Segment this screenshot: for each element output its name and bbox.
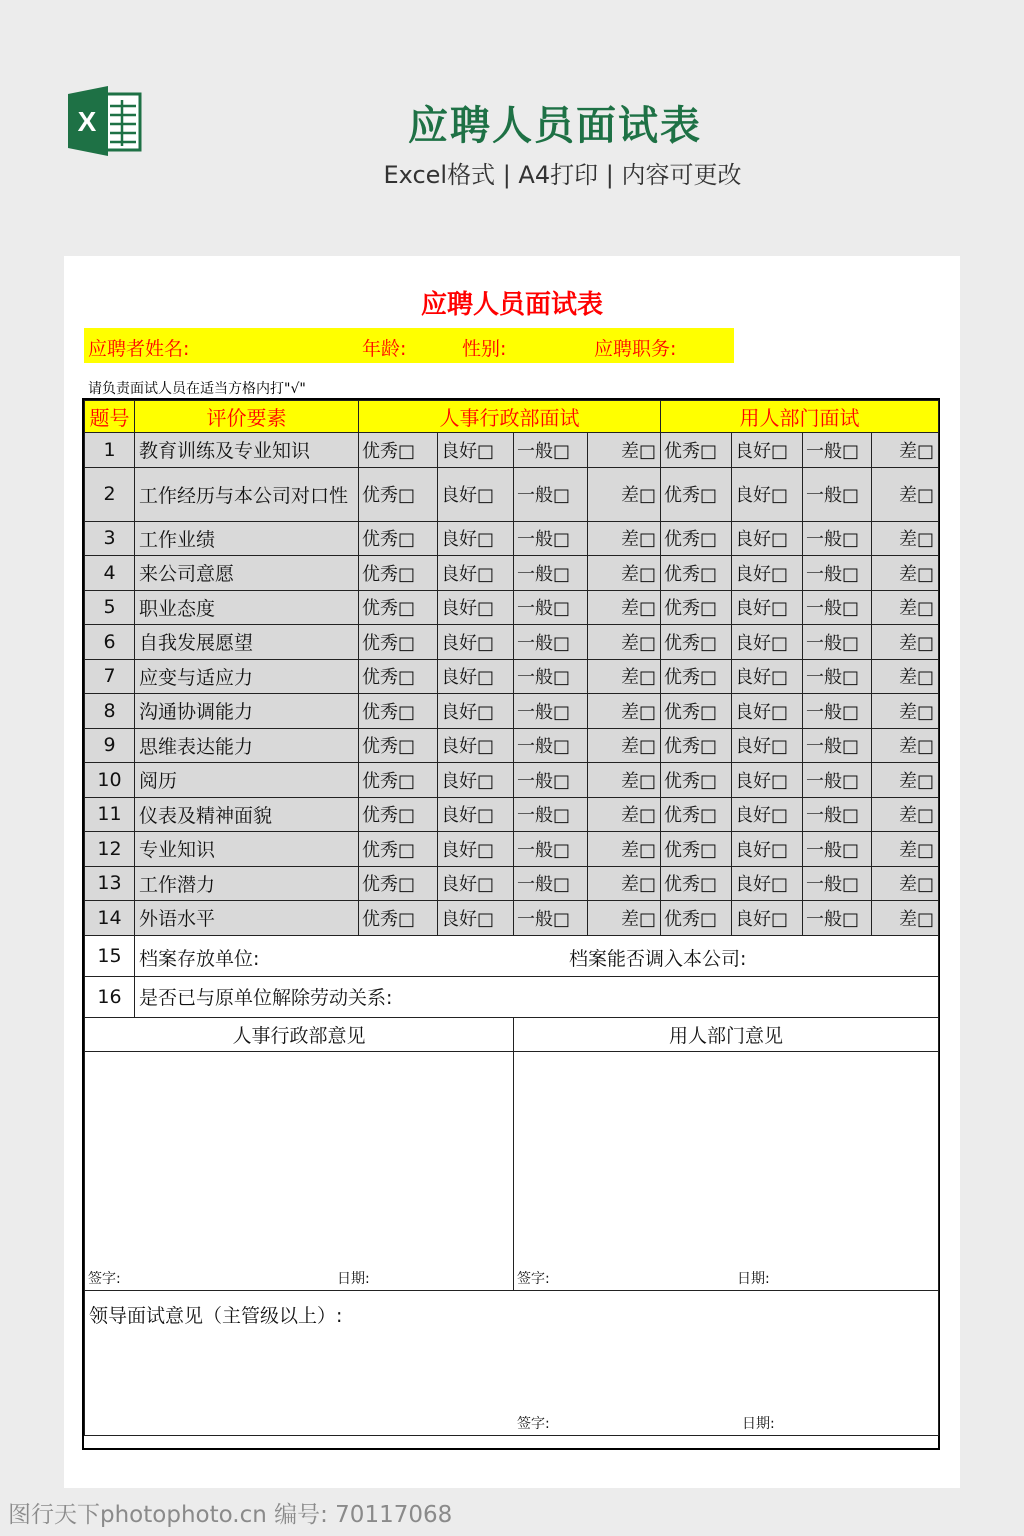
hr-rating-checkbox[interactable]: 一般□ xyxy=(514,467,588,521)
hr-rating-checkbox[interactable]: 良好□ xyxy=(438,832,514,867)
dept-rating-checkbox[interactable]: 优秀□ xyxy=(661,694,732,729)
dept-opinion-box[interactable] xyxy=(514,1051,939,1290)
gender-label: 性别: xyxy=(462,338,507,360)
hr-rating-checkbox[interactable]: 优秀□ xyxy=(359,521,438,556)
hr-sign-label: 签字: xyxy=(88,1270,121,1287)
excel-icon xyxy=(66,86,144,156)
dept-rating-checkbox[interactable]: 差□ xyxy=(872,625,939,660)
dept-rating-checkbox[interactable]: 良好□ xyxy=(732,521,803,556)
dept-rating-checkbox[interactable]: 良好□ xyxy=(732,797,803,832)
header-item: 评价要素 xyxy=(135,401,359,433)
dept-rating-checkbox[interactable]: 良好□ xyxy=(732,901,803,936)
labor-relation-label: 是否已与原单位解除劳动关系: xyxy=(135,976,939,1017)
hr-rating-checkbox[interactable]: 一般□ xyxy=(514,866,588,901)
hr-rating-checkbox[interactable]: 差□ xyxy=(588,659,661,694)
table-row xyxy=(85,694,939,729)
dept-rating-checkbox[interactable]: 良好□ xyxy=(732,625,803,660)
item-name: 沟通协调能力 xyxy=(135,694,359,729)
dept-rating-checkbox[interactable]: 差□ xyxy=(872,590,939,625)
dept-rating-checkbox[interactable]: 良好□ xyxy=(732,832,803,867)
dept-rating-checkbox[interactable]: 优秀□ xyxy=(661,590,732,625)
dept-rating-checkbox[interactable]: 优秀□ xyxy=(661,728,732,763)
hr-rating-checkbox[interactable]: 一般□ xyxy=(514,728,588,763)
dept-rating-checkbox[interactable]: 良好□ xyxy=(732,866,803,901)
table-row xyxy=(85,556,939,591)
dept-rating-checkbox[interactable]: 优秀□ xyxy=(661,901,732,936)
dept-rating-checkbox[interactable]: 优秀□ xyxy=(661,659,732,694)
hr-rating-checkbox[interactable]: 良好□ xyxy=(438,556,514,591)
hr-rating-checkbox[interactable]: 优秀□ xyxy=(359,763,438,798)
dept-rating-checkbox[interactable]: 一般□ xyxy=(803,728,872,763)
dept-rating-checkbox[interactable]: 优秀□ xyxy=(661,625,732,660)
excel-letter: X xyxy=(77,106,97,137)
item-name: 外语水平 xyxy=(135,901,359,936)
dept-rating-checkbox[interactable]: 优秀□ xyxy=(661,797,732,832)
hr-opinion-title: 人事行政部意见 xyxy=(85,1017,514,1051)
hr-rating-checkbox[interactable]: 一般□ xyxy=(514,832,588,867)
page-title: 应聘人员面试表 xyxy=(408,103,702,149)
dept-rating-checkbox[interactable]: 一般□ xyxy=(803,433,872,468)
hr-rating-checkbox[interactable]: 良好□ xyxy=(438,728,514,763)
hr-rating-checkbox[interactable]: 差□ xyxy=(588,694,661,729)
hr-rating-checkbox[interactable]: 良好□ xyxy=(438,659,514,694)
dept-opinion-title: 用人部门意见 xyxy=(514,1017,939,1051)
hr-rating-checkbox[interactable]: 差□ xyxy=(588,625,661,660)
item-number: 11 xyxy=(85,797,135,832)
hr-rating-checkbox[interactable]: 优秀□ xyxy=(359,728,438,763)
dept-rating-checkbox[interactable]: 一般□ xyxy=(803,901,872,936)
leader-sign-label: 签字: xyxy=(517,1415,550,1432)
hr-rating-checkbox[interactable]: 良好□ xyxy=(438,797,514,832)
hr-rating-checkbox[interactable]: 良好□ xyxy=(438,433,514,468)
watermark: 图行天下photophoto.cn 编号: 70117068 xyxy=(8,1502,453,1528)
hr-rating-checkbox[interactable]: 良好□ xyxy=(438,521,514,556)
item-name: 工作潜力 xyxy=(135,866,359,901)
instruction-note: 请负责面试人员在适当方格内打"√" xyxy=(88,381,306,397)
hr-rating-checkbox[interactable]: 优秀□ xyxy=(359,590,438,625)
applicant-info-bar xyxy=(84,328,734,363)
document-title: 应聘人员面试表 xyxy=(420,290,603,320)
dept-rating-checkbox[interactable]: 良好□ xyxy=(732,728,803,763)
dept-rating-checkbox[interactable]: 一般□ xyxy=(803,659,872,694)
dept-rating-checkbox[interactable]: 差□ xyxy=(872,797,939,832)
item-name: 自我发展愿望 xyxy=(135,625,359,660)
hr-rating-checkbox[interactable]: 优秀□ xyxy=(359,797,438,832)
item-number: 3 xyxy=(85,521,135,556)
item-name: 教育训练及专业知识 xyxy=(135,433,359,468)
hr-rating-checkbox[interactable]: 差□ xyxy=(588,590,661,625)
item-number: 7 xyxy=(85,659,135,694)
dept-rating-checkbox[interactable]: 一般□ xyxy=(803,521,872,556)
dept-rating-checkbox[interactable]: 优秀□ xyxy=(661,556,732,591)
archive-location-label: 档案存放单位: xyxy=(139,947,260,970)
dept-rating-checkbox[interactable]: 良好□ xyxy=(732,659,803,694)
hr-rating-checkbox[interactable]: 差□ xyxy=(588,728,661,763)
item-name: 思维表达能力 xyxy=(135,728,359,763)
table-row xyxy=(85,433,939,468)
age-label: 年龄: xyxy=(362,338,407,360)
dept-sign-label: 签字: xyxy=(517,1270,550,1287)
table-row xyxy=(85,832,939,867)
hr-rating-checkbox[interactable]: 差□ xyxy=(588,521,661,556)
dept-rating-checkbox[interactable]: 良好□ xyxy=(732,763,803,798)
item-number: 10 xyxy=(85,763,135,798)
position-label: 应聘职务: xyxy=(594,338,677,360)
hr-rating-checkbox[interactable]: 良好□ xyxy=(438,866,514,901)
table-row xyxy=(85,866,939,901)
item-number: 15 xyxy=(85,935,135,976)
item-number: 1 xyxy=(85,433,135,468)
hr-rating-checkbox[interactable]: 差□ xyxy=(588,866,661,901)
item-number: 2 xyxy=(85,467,135,521)
dept-rating-checkbox[interactable]: 差□ xyxy=(872,659,939,694)
item-name: 应变与适应力 xyxy=(135,659,359,694)
dept-rating-checkbox[interactable]: 差□ xyxy=(872,467,939,521)
hr-rating-checkbox[interactable]: 优秀□ xyxy=(359,832,438,867)
leader-opinion-row xyxy=(85,1290,939,1435)
item-name: 来公司意愿 xyxy=(135,556,359,591)
interview-table xyxy=(84,400,939,1436)
table-row xyxy=(85,763,939,798)
dept-rating-checkbox[interactable]: 优秀□ xyxy=(661,832,732,867)
dept-rating-checkbox[interactable]: 差□ xyxy=(872,694,939,729)
dept-rating-checkbox[interactable]: 优秀□ xyxy=(661,866,732,901)
header-dept-interview: 用人部门面试 xyxy=(661,401,939,433)
archive-row xyxy=(135,935,939,976)
dept-rating-checkbox[interactable]: 一般□ xyxy=(803,694,872,729)
item-name: 工作经历与本公司对口性 xyxy=(135,467,359,521)
archive-transfer-label: 档案能否调入本公司: xyxy=(569,947,747,970)
hr-rating-checkbox[interactable]: 一般□ xyxy=(514,556,588,591)
dept-rating-checkbox[interactable]: 一般□ xyxy=(803,866,872,901)
table-row xyxy=(85,467,939,521)
table-row xyxy=(85,797,939,832)
leader-opinion-box[interactable] xyxy=(85,1290,939,1435)
dept-rating-checkbox[interactable]: 差□ xyxy=(872,832,939,867)
hr-rating-checkbox[interactable]: 良好□ xyxy=(438,625,514,660)
dept-rating-checkbox[interactable]: 优秀□ xyxy=(661,433,732,468)
dept-rating-checkbox[interactable]: 一般□ xyxy=(803,467,872,521)
dept-rating-checkbox[interactable]: 良好□ xyxy=(732,694,803,729)
document-sheet xyxy=(64,256,960,1488)
dept-rating-checkbox[interactable]: 优秀□ xyxy=(661,763,732,798)
dept-rating-checkbox[interactable]: 良好□ xyxy=(732,590,803,625)
dept-rating-checkbox[interactable]: 差□ xyxy=(872,901,939,936)
opinion-header-row xyxy=(85,1017,939,1051)
hr-rating-checkbox[interactable]: 差□ xyxy=(588,763,661,798)
item-number: 6 xyxy=(85,625,135,660)
dept-rating-checkbox[interactable]: 一般□ xyxy=(803,763,872,798)
dept-rating-checkbox[interactable]: 差□ xyxy=(872,728,939,763)
hr-rating-checkbox[interactable]: 一般□ xyxy=(514,433,588,468)
opinion-body-row xyxy=(85,1051,939,1290)
hr-rating-checkbox[interactable]: 差□ xyxy=(588,556,661,591)
header-hr-interview: 人事行政部面试 xyxy=(359,401,661,433)
dept-rating-checkbox[interactable]: 差□ xyxy=(872,866,939,901)
item-name: 阅历 xyxy=(135,763,359,798)
leader-opinion-label: 领导面试意见（主管级以上）: xyxy=(89,1304,343,1327)
item-number: 5 xyxy=(85,590,135,625)
item-number: 4 xyxy=(85,556,135,591)
hr-rating-checkbox[interactable]: 良好□ xyxy=(438,763,514,798)
hr-rating-checkbox[interactable]: 优秀□ xyxy=(359,866,438,901)
dept-rating-checkbox[interactable]: 差□ xyxy=(872,763,939,798)
item-number: 9 xyxy=(85,728,135,763)
item-number: 13 xyxy=(85,866,135,901)
dept-rating-checkbox[interactable]: 一般□ xyxy=(803,625,872,660)
hr-rating-checkbox[interactable]: 优秀□ xyxy=(359,659,438,694)
dept-rating-checkbox[interactable]: 差□ xyxy=(872,556,939,591)
hr-rating-checkbox[interactable]: 差□ xyxy=(588,433,661,468)
dept-rating-checkbox[interactable]: 一般□ xyxy=(803,590,872,625)
hr-rating-checkbox[interactable]: 良好□ xyxy=(438,467,514,521)
hr-rating-checkbox[interactable]: 优秀□ xyxy=(359,901,438,936)
page-subtitle: Excel格式 | A4打印 | 内容可更改 xyxy=(383,161,742,189)
item-name: 工作业绩 xyxy=(135,521,359,556)
table-row xyxy=(85,659,939,694)
dept-rating-checkbox[interactable]: 一般□ xyxy=(803,832,872,867)
hr-rating-checkbox[interactable]: 一般□ xyxy=(514,659,588,694)
header-no: 题号 xyxy=(85,401,135,433)
dept-rating-checkbox[interactable]: 差□ xyxy=(872,521,939,556)
item-number: 12 xyxy=(85,832,135,867)
dept-rating-checkbox[interactable]: 优秀□ xyxy=(661,521,732,556)
dept-rating-checkbox[interactable]: 良好□ xyxy=(732,556,803,591)
dept-date-label: 日期: xyxy=(737,1270,770,1287)
hr-opinion-box[interactable] xyxy=(85,1051,514,1290)
hr-rating-checkbox[interactable]: 良好□ xyxy=(438,901,514,936)
name-label: 应聘者姓名: xyxy=(88,338,190,360)
hr-rating-checkbox[interactable]: 优秀□ xyxy=(359,694,438,729)
hr-rating-checkbox[interactable]: 差□ xyxy=(588,832,661,867)
hr-rating-checkbox[interactable]: 优秀□ xyxy=(359,433,438,468)
hr-date-label: 日期: xyxy=(337,1270,370,1287)
hr-rating-checkbox[interactable]: 优秀□ xyxy=(359,467,438,521)
hr-rating-checkbox[interactable]: 一般□ xyxy=(514,763,588,798)
hr-rating-checkbox[interactable]: 差□ xyxy=(588,797,661,832)
item-number: 14 xyxy=(85,901,135,936)
table-row xyxy=(85,976,939,1017)
hr-rating-checkbox[interactable]: 一般□ xyxy=(514,590,588,625)
item-number: 8 xyxy=(85,694,135,729)
dept-rating-checkbox[interactable]: 差□ xyxy=(872,433,939,468)
dept-rating-checkbox[interactable]: 一般□ xyxy=(803,797,872,832)
table-row xyxy=(85,728,939,763)
table-header-row xyxy=(85,401,939,433)
item-name: 职业态度 xyxy=(135,590,359,625)
hr-rating-checkbox[interactable]: 一般□ xyxy=(514,694,588,729)
item-name: 专业知识 xyxy=(135,832,359,867)
hr-rating-checkbox[interactable]: 一般□ xyxy=(514,901,588,936)
item-name: 仪表及精神面貌 xyxy=(135,797,359,832)
table-row xyxy=(85,625,939,660)
hr-rating-checkbox[interactable]: 一般□ xyxy=(514,521,588,556)
dept-rating-checkbox[interactable]: 一般□ xyxy=(803,556,872,591)
leader-date-label: 日期: xyxy=(742,1415,775,1432)
table-row xyxy=(85,590,939,625)
hr-rating-checkbox[interactable]: 差□ xyxy=(588,467,661,521)
table-row xyxy=(85,901,939,936)
dept-rating-checkbox[interactable]: 良好□ xyxy=(732,433,803,468)
dept-rating-checkbox[interactable]: 优秀□ xyxy=(661,467,732,521)
table-row xyxy=(85,935,939,976)
hr-rating-checkbox[interactable]: 一般□ xyxy=(514,625,588,660)
dept-rating-checkbox[interactable]: 良好□ xyxy=(732,467,803,521)
hr-rating-checkbox[interactable]: 优秀□ xyxy=(359,625,438,660)
item-number: 16 xyxy=(85,976,135,1017)
table-row xyxy=(85,521,939,556)
hr-rating-checkbox[interactable]: 差□ xyxy=(588,901,661,936)
hr-rating-checkbox[interactable]: 良好□ xyxy=(438,694,514,729)
hr-rating-checkbox[interactable]: 优秀□ xyxy=(359,556,438,591)
hr-rating-checkbox[interactable]: 一般□ xyxy=(514,797,588,832)
hr-rating-checkbox[interactable]: 良好□ xyxy=(438,590,514,625)
